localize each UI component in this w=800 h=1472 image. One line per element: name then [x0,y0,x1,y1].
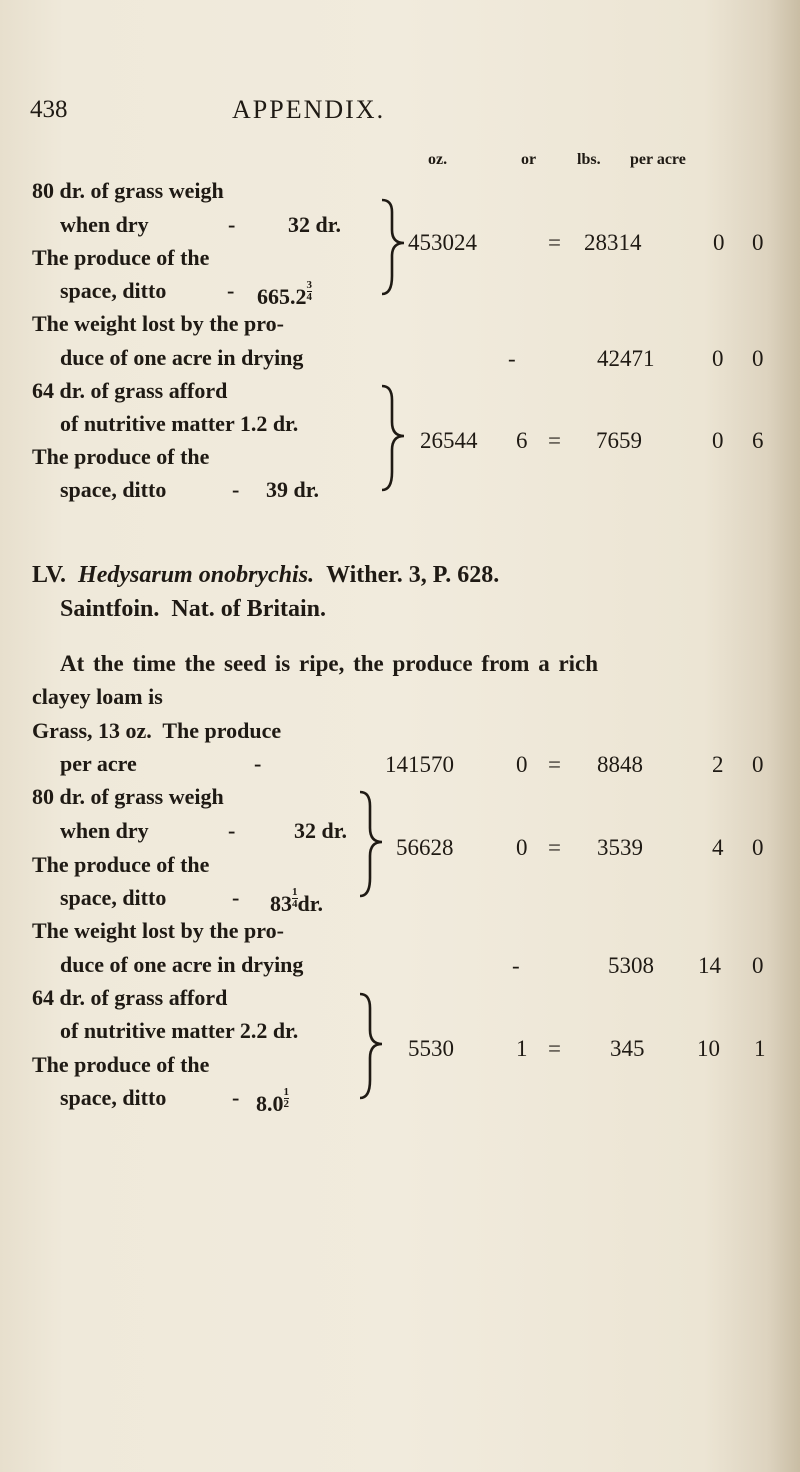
b1-r3-b: 6 [752,428,764,453]
b2-line-8: of nutritive matter 2.2 dr. [60,1018,299,1043]
b2-r0-b: 0 [752,752,764,777]
b1-line-5: The weight lost by the pro- [32,311,284,336]
b2-r0-lbs: 8848 [597,752,643,777]
b2-r0-oz: 141570 [385,752,454,777]
b1-line-2b: 32 dr. [288,212,341,237]
section-heading [32,563,499,587]
b1-r2-b: 0 [752,346,764,371]
b2-r3-b: 1 [754,1036,766,1061]
brace-1 [378,198,408,298]
b2-line-1: 80 dr. of grass weigh [32,784,224,809]
column-head-oz: oz. [428,151,448,168]
b1-r1-b: 0 [752,230,764,255]
b1-line-10-dash: - [232,477,240,502]
b1-line-10b: 39 dr. [266,477,319,502]
b2-line-2b: 32 dr. [294,818,347,843]
section-number: LV. [32,562,67,588]
b1-line-4a: space, ditto [60,278,167,303]
b2-line-6: duce of one acre in drying [60,952,304,977]
b2-r1-lbs: 3539 [597,835,643,860]
b2-r2-lbs: 5308 [608,953,654,978]
b2-line-9: The produce of the [32,1052,210,1077]
b1-r1-equals: = [548,230,561,255]
b2-r3-equals: = [548,1036,561,1061]
para-line-2: clayey loam is [32,684,163,709]
b2-r3-oz: 5530 [408,1036,454,1061]
brace-2 [378,384,408,494]
b1-r1-a: 0 [713,230,725,255]
species-reference: Wither. 3, P. 628. [326,562,500,588]
b2-line-4a: space, ditto [60,885,167,910]
b2-r2-dash: - [512,953,520,978]
b2-r2-b: 0 [752,953,764,978]
b2-line-4-dash: - [232,885,240,910]
b2-r3-a: 10 [697,1036,720,1061]
b1-r3-a: 0 [712,428,724,453]
b2-r3-lbs: 345 [610,1036,645,1061]
b1-line-7: 64 dr. of grass afford [32,378,228,403]
b2-r1-dr: 0 [516,835,528,860]
b2-r0-a: 2 [712,752,724,777]
b2-per-acre: per acre [60,751,137,776]
brace-4 [356,992,386,1102]
b2-r3-dr: 1 [516,1036,528,1061]
b2-line-2-dash: - [228,818,236,843]
b2-grass-line: Grass, 13 oz. The produce [32,718,282,743]
running-title: APPENDIX. [232,95,386,124]
b2-per-acre-dash: - [254,751,262,776]
b2-r2-a: 14 [698,953,721,978]
b1-line-8: of nutritive matter 1.2 dr. [60,411,299,436]
b2-r1-equals: = [548,835,561,860]
para-line-1: At the time the seed is ripe, the produce from a rich [60,651,599,676]
b1-line-9: The produce of the [32,444,210,469]
b1-line-10a: space, ditto [60,477,167,502]
column-head-or: or [521,151,537,168]
brace-3 [356,790,386,900]
b1-r1-oz: 453024 [408,230,477,255]
b1-r2-dash: - [508,346,516,371]
b2-line-10-dash: - [232,1085,240,1110]
species-name: Hedysarum onobrychis. [78,562,315,588]
b2-r1-a: 4 [712,835,724,860]
b1-r3-lbs: 7659 [596,428,642,453]
b1-r2-a: 0 [712,346,724,371]
b1-r3-oz: 26544 [420,428,478,453]
b1-line-3: The produce of the [32,245,210,270]
b1-line-1: 80 dr. of grass weigh [32,178,224,203]
section-common-name: Saintfoin. Nat. of Britain. [60,596,327,622]
b1-r1-lbs: 28314 [584,230,642,255]
b1-r2-lbs: 42471 [597,346,655,371]
b2-line-4b: 83 $\frac{1}{4}$ dr. [270,886,323,916]
b1-line-4-dash: - [227,278,235,303]
column-head-per-acre: per acre [630,151,686,168]
b2-r0-dr: 0 [516,752,528,777]
b2-line-10a: space, ditto [60,1085,167,1110]
b1-line-6: duce of one acre in drying [60,345,304,370]
b2-line-10b: 8.0 $\frac{1}{2}$ [256,1086,289,1116]
b2-r1-b: 0 [752,835,764,860]
b2-line-7: 64 dr. of grass afford [32,985,228,1010]
page-number: 438 [30,96,68,123]
b2-line-2a: when dry [60,818,149,843]
b1-r3-dr: 6 [516,428,528,453]
b2-r0-equals: = [548,752,561,777]
b1-line-2a: when dry [60,212,149,237]
column-head-lbs: lbs. [577,151,601,168]
b2-line-5: The weight lost by the pro- [32,918,284,943]
b2-line-3: The produce of the [32,852,210,877]
b1-r3-equals: = [548,428,561,453]
b1-line-4b: 665.2 $\frac{3}{4}$ [257,279,312,309]
b1-line-2-dash: - [228,212,236,237]
b2-r1-oz: 56628 [396,835,454,860]
